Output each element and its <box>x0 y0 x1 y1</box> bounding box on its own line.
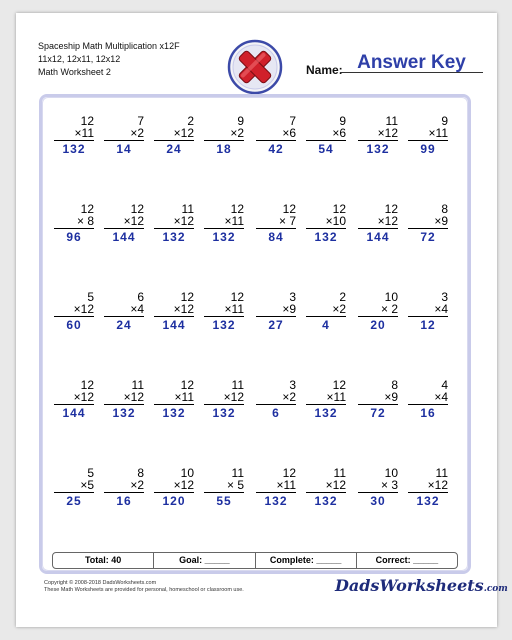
multiplicand: 9 <box>339 114 346 128</box>
answer-line <box>306 492 346 493</box>
problem <box>408 203 448 243</box>
worksheet-header <box>38 40 180 79</box>
answer: 42 <box>268 142 284 156</box>
red-x-icon <box>227 39 283 95</box>
multiplier: ×2 <box>130 478 144 492</box>
multiplicand: 2 <box>339 290 346 304</box>
answer-line <box>358 140 398 141</box>
worksheet-subtitle: 11x12, 12x11, 12x12 <box>38 54 121 64</box>
answer-line <box>306 140 346 141</box>
multiplier: ×10 <box>325 214 346 228</box>
problem <box>54 115 94 155</box>
answer: 55 <box>216 494 232 508</box>
answer-line <box>104 140 144 141</box>
answer-line <box>154 404 194 405</box>
answer: 25 <box>66 494 82 508</box>
multiplier: × 8 <box>76 214 94 228</box>
problem <box>204 379 244 419</box>
problem <box>154 115 194 155</box>
answer: 60 <box>66 318 82 332</box>
answer-line <box>408 140 448 141</box>
multiplier: ×11 <box>428 126 448 140</box>
multiplicand: 11 <box>231 378 244 392</box>
multiplier: ×12 <box>377 214 398 228</box>
answer-line <box>408 316 448 317</box>
multiplier: ×12 <box>123 214 144 228</box>
multiplicand: 8 <box>441 202 448 216</box>
answer: 96 <box>66 230 82 244</box>
answer-line <box>204 140 244 141</box>
answer: 54 <box>318 142 334 156</box>
multiplicand: 3 <box>289 290 296 304</box>
answer-line <box>154 228 194 229</box>
multiplier: ×12 <box>73 390 94 404</box>
answer-line <box>204 492 244 493</box>
problem <box>306 115 346 155</box>
multiplier: ×9 <box>282 302 296 316</box>
answer: 84 <box>268 230 284 244</box>
multiplicand: 12 <box>332 378 346 392</box>
answer: 132 <box>162 230 186 244</box>
problem <box>256 379 296 419</box>
answer-line <box>408 404 448 405</box>
answer-line <box>306 228 346 229</box>
answer-line <box>256 140 296 141</box>
multiplier: ×4 <box>434 390 448 404</box>
answer: 6 <box>272 406 280 420</box>
multiplier: ×2 <box>130 126 144 140</box>
multiplicand: 5 <box>87 290 94 304</box>
answer-line <box>104 228 144 229</box>
multiplicand: 12 <box>130 202 144 216</box>
answer: 99 <box>420 142 436 156</box>
answer-line <box>104 404 144 405</box>
answer: 16 <box>116 494 132 508</box>
multiplicand: 12 <box>180 378 194 392</box>
answer: 144 <box>366 230 390 244</box>
multiplier: ×12 <box>123 390 144 404</box>
problem <box>256 467 296 507</box>
answer-line <box>104 316 144 317</box>
answer-key-title: Answer Key <box>357 52 466 73</box>
problem <box>54 203 94 243</box>
answer-line <box>256 404 296 405</box>
multiplicand: 3 <box>289 378 296 392</box>
problem <box>408 115 448 155</box>
problem <box>358 115 398 155</box>
multiplicand: 10 <box>180 466 194 480</box>
problem <box>104 115 144 155</box>
multiplicand: 12 <box>180 290 194 304</box>
multiplicand: 12 <box>384 202 398 216</box>
answer: 12 <box>420 318 436 332</box>
multiplier: ×11 <box>224 302 244 316</box>
multiplier: × 5 <box>226 478 244 492</box>
problem <box>104 467 144 507</box>
problem <box>104 379 144 419</box>
multiplier: × 2 <box>380 302 398 316</box>
problem <box>104 291 144 331</box>
score-bar <box>52 552 458 569</box>
multiplicand: 11 <box>131 378 144 392</box>
answer: 144 <box>62 406 86 420</box>
problem <box>54 291 94 331</box>
answer-line <box>408 228 448 229</box>
problem <box>306 203 346 243</box>
multiplicand: 12 <box>282 202 296 216</box>
answer-line <box>358 492 398 493</box>
answer-line <box>204 404 244 405</box>
answer-line <box>154 492 194 493</box>
multiplier: ×9 <box>384 390 398 404</box>
multiplier: × 3 <box>380 478 398 492</box>
answer: 144 <box>112 230 136 244</box>
problem <box>204 291 244 331</box>
multiplicand: 10 <box>384 466 398 480</box>
multiplicand: 12 <box>80 378 94 392</box>
answer: 132 <box>366 142 390 156</box>
answer: 27 <box>268 318 284 332</box>
multiplier: ×4 <box>130 302 144 316</box>
answer-line <box>358 404 398 405</box>
answer: 20 <box>370 318 386 332</box>
answer: 16 <box>420 406 436 420</box>
multiplicand: 12 <box>282 466 296 480</box>
copyright-notice <box>44 580 244 594</box>
answer: 132 <box>314 230 338 244</box>
answer-line <box>256 316 296 317</box>
answer: 132 <box>112 406 136 420</box>
worksheet-title: Spaceship Math Multiplication x12F <box>38 41 180 51</box>
name-label: Name: <box>306 63 343 77</box>
worksheet-number: Math Worksheet 2 <box>38 67 111 77</box>
answer-line <box>306 404 346 405</box>
multiplicand: 11 <box>333 466 346 480</box>
multiplicand: 11 <box>435 466 448 480</box>
answer-line <box>104 492 144 493</box>
multiplier: ×2 <box>230 126 244 140</box>
multiplicand: 6 <box>137 290 144 304</box>
multiplier: ×11 <box>276 478 296 492</box>
answer-line <box>256 228 296 229</box>
multiplicand: 12 <box>230 202 244 216</box>
multiplicand: 7 <box>289 114 296 128</box>
multiplier: ×12 <box>173 126 194 140</box>
answer: 72 <box>420 230 436 244</box>
problem <box>54 379 94 419</box>
problem <box>204 203 244 243</box>
problem <box>358 379 398 419</box>
problem <box>204 467 244 507</box>
logo-text: DadsWorksheets <box>335 576 484 595</box>
multiplier: ×9 <box>434 214 448 228</box>
multiplier: ×12 <box>377 126 398 140</box>
multiplier: ×12 <box>173 478 194 492</box>
problem <box>154 379 194 419</box>
multiplier: ×4 <box>434 302 448 316</box>
answer-line <box>54 140 94 141</box>
problem <box>104 203 144 243</box>
multiplier: ×6 <box>332 126 346 140</box>
problem <box>408 291 448 331</box>
answer: 14 <box>116 142 132 156</box>
multiplicand: 5 <box>87 466 94 480</box>
problem <box>256 115 296 155</box>
answer: 132 <box>416 494 440 508</box>
answer: 30 <box>370 494 386 508</box>
answer-line <box>408 492 448 493</box>
problem <box>358 467 398 507</box>
multiplier: ×12 <box>427 478 448 492</box>
answer: 120 <box>162 494 186 508</box>
multiplicand: 7 <box>137 114 144 128</box>
answer-line <box>54 228 94 229</box>
site-logo <box>335 576 508 595</box>
problem <box>256 203 296 243</box>
multiplicand: 11 <box>385 114 398 128</box>
multiplicand: 8 <box>391 378 398 392</box>
problem <box>306 379 346 419</box>
multiplier: ×12 <box>73 302 94 316</box>
answer: 132 <box>212 318 236 332</box>
multiplier: ×12 <box>223 390 244 404</box>
answer-line <box>204 228 244 229</box>
problem <box>154 291 194 331</box>
answer: 18 <box>216 142 232 156</box>
problem <box>358 203 398 243</box>
answer: 132 <box>264 494 288 508</box>
problem <box>54 467 94 507</box>
multiplier: ×11 <box>174 390 194 404</box>
multiplicand: 12 <box>80 114 94 128</box>
answer: 72 <box>370 406 386 420</box>
logo-tld: .com <box>483 584 508 594</box>
multiplicand: 9 <box>237 114 244 128</box>
answer-line <box>54 404 94 405</box>
multiplier: ×5 <box>80 478 94 492</box>
problem <box>306 291 346 331</box>
multiplier: × 7 <box>278 214 296 228</box>
problem <box>256 291 296 331</box>
multiplicand: 11 <box>231 466 244 480</box>
problem <box>306 467 346 507</box>
problem <box>358 291 398 331</box>
multiplier: ×11 <box>326 390 346 404</box>
total-count: Total: 40 <box>53 553 154 568</box>
answer: 132 <box>212 230 236 244</box>
multiplicand: 12 <box>80 202 94 216</box>
answer: 132 <box>314 494 338 508</box>
multiplier: ×11 <box>74 126 94 140</box>
answer-line <box>154 316 194 317</box>
answer: 144 <box>162 318 186 332</box>
answer: 132 <box>162 406 186 420</box>
multiplier: ×6 <box>282 126 296 140</box>
multiplier: ×12 <box>325 478 346 492</box>
answer: 132 <box>314 406 338 420</box>
complete-field: Complete: _____ <box>256 553 357 568</box>
correct-field: Correct: _____ <box>375 555 439 565</box>
answer-line <box>154 140 194 141</box>
problem <box>154 203 194 243</box>
multiplier: ×12 <box>173 214 194 228</box>
answer: 132 <box>212 406 236 420</box>
answer: 132 <box>62 142 86 156</box>
answer-line <box>204 316 244 317</box>
answer: 24 <box>116 318 132 332</box>
multiplier: ×12 <box>173 302 194 316</box>
multiplicand: 3 <box>441 290 448 304</box>
answer-line <box>54 492 94 493</box>
answer-line <box>358 228 398 229</box>
answer-line <box>54 316 94 317</box>
problem <box>154 467 194 507</box>
multiplicand: 12 <box>230 290 244 304</box>
problem <box>408 379 448 419</box>
multiplicand: 4 <box>441 378 448 392</box>
multiplicand: 8 <box>137 466 144 480</box>
multiplicand: 12 <box>332 202 346 216</box>
multiplier: ×2 <box>332 302 346 316</box>
problem <box>408 467 448 507</box>
multiplier: ×11 <box>224 214 244 228</box>
multiplier: ×2 <box>282 390 296 404</box>
answer-line <box>306 316 346 317</box>
answer: 4 <box>322 318 330 332</box>
answer: 24 <box>166 142 182 156</box>
answer-line <box>358 316 398 317</box>
multiplicand: 2 <box>187 114 194 128</box>
goal-field: Goal: _____ <box>154 553 255 568</box>
multiplicand: 10 <box>384 290 398 304</box>
answer-line <box>256 492 296 493</box>
usage-line: These Math Worksheets are provided for personal, homeschool or classroom use. <box>44 587 244 593</box>
multiplicand: 9 <box>441 114 448 128</box>
multiplicand: 11 <box>181 202 194 216</box>
problem <box>204 115 244 155</box>
copyright-line: Copyright © 2008-2018 DadsWorksheets.com <box>44 580 157 586</box>
